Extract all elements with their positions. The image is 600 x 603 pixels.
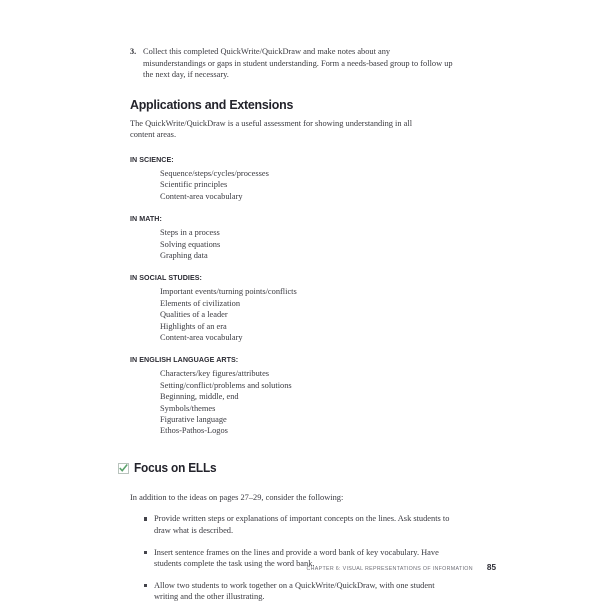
list-item: Symbols/themes: [160, 403, 216, 413]
focus-on-ells-list: [130, 513, 482, 603]
subject-block-english-language-arts: [130, 355, 482, 436]
list-item: Qualities of a leader: [160, 310, 228, 320]
subject-heading: IN MATH:: [130, 214, 162, 224]
focus-on-ells-section: [130, 451, 482, 603]
list-item: Solving equations: [160, 239, 221, 249]
focus-on-ells-intro: In addition to the ideas on pages 27–29, consider the following:: [130, 492, 344, 502]
list-item: Graphing data: [160, 251, 208, 260]
list-item-text: Allow two students to work together on a QuickWrite/QuickDraw, with one student writing and the other illustrating.: [154, 580, 435, 602]
page-title: Applications and Extensions: [130, 96, 294, 112]
focus-on-ells-title: Focus on ELLs: [134, 461, 217, 476]
footer-chapter-title: CHAPTER 6: VISUAL REPRESENTATIONS OF INFORMATION: [306, 566, 473, 572]
list-item: Characters/key figures/attributes: [160, 369, 270, 379]
list-item: Elements of civilization: [160, 298, 241, 308]
list-item: [144, 580, 454, 603]
applications-intro: The QuickWrite/QuickDraw is a useful assessment for showing understanding in all content areas.: [130, 118, 413, 140]
list-item-text: Insert sentence frames on the lines and provide a word bank of key vocabulary. Have students complete the task using the word bank.: [154, 547, 439, 569]
list-item: Highlights of an era: [160, 321, 227, 331]
subject-list: [130, 227, 482, 261]
list-item: Ethos-Pathos-Logos: [160, 426, 228, 436]
step-number: 3.: [130, 47, 137, 56]
subject-list: [130, 368, 482, 436]
subject-block-social-studies: [130, 273, 482, 343]
page-number: 85: [486, 563, 496, 572]
list-item: Setting/conflict/problems and solutions: [160, 380, 292, 390]
list-item: Sequence/steps/cycles/processes: [160, 168, 269, 178]
square-bullet-icon: [144, 584, 147, 587]
step-text: Collect this completed QuickWrite/QuickDraw and make notes about any misunderstandings or gaps in student understanding. Form a needs-based group to follow up the next day, if necessary.: [143, 47, 453, 80]
subject-block-math: [130, 214, 482, 261]
subject-sections: [130, 155, 482, 437]
list-item: Scientific principles: [160, 180, 228, 190]
list-item: [144, 513, 454, 536]
focus-on-ells-header: [118, 451, 482, 486]
list-item: Beginning, middle, end: [160, 392, 239, 402]
subject-heading: IN ENGLISH LANGUAGE ARTS:: [130, 355, 239, 365]
subject-list: [130, 168, 482, 202]
subject-list: [130, 286, 482, 343]
page-footer: [306, 563, 496, 572]
list-item: Steps in a process: [160, 228, 220, 238]
list-item: Content-area vocabulary: [160, 333, 243, 343]
numbered-step-3: [130, 46, 482, 81]
list-item: Figurative language: [160, 415, 227, 425]
check-square-icon: [118, 463, 129, 474]
list-item-text: Provide written steps or explanations of important concepts on the lines. Ask students to draw what is described.: [154, 514, 450, 535]
square-bullet-icon: [144, 517, 147, 520]
subject-heading: IN SCIENCE:: [130, 154, 174, 164]
list-item: Important events/turning points/conflicts: [160, 287, 297, 297]
subject-heading: IN SOCIAL STUDIES:: [130, 273, 202, 283]
list-item: Content-area vocabulary: [160, 191, 243, 201]
subject-block-science: [130, 155, 482, 202]
square-bullet-icon: [144, 551, 147, 554]
